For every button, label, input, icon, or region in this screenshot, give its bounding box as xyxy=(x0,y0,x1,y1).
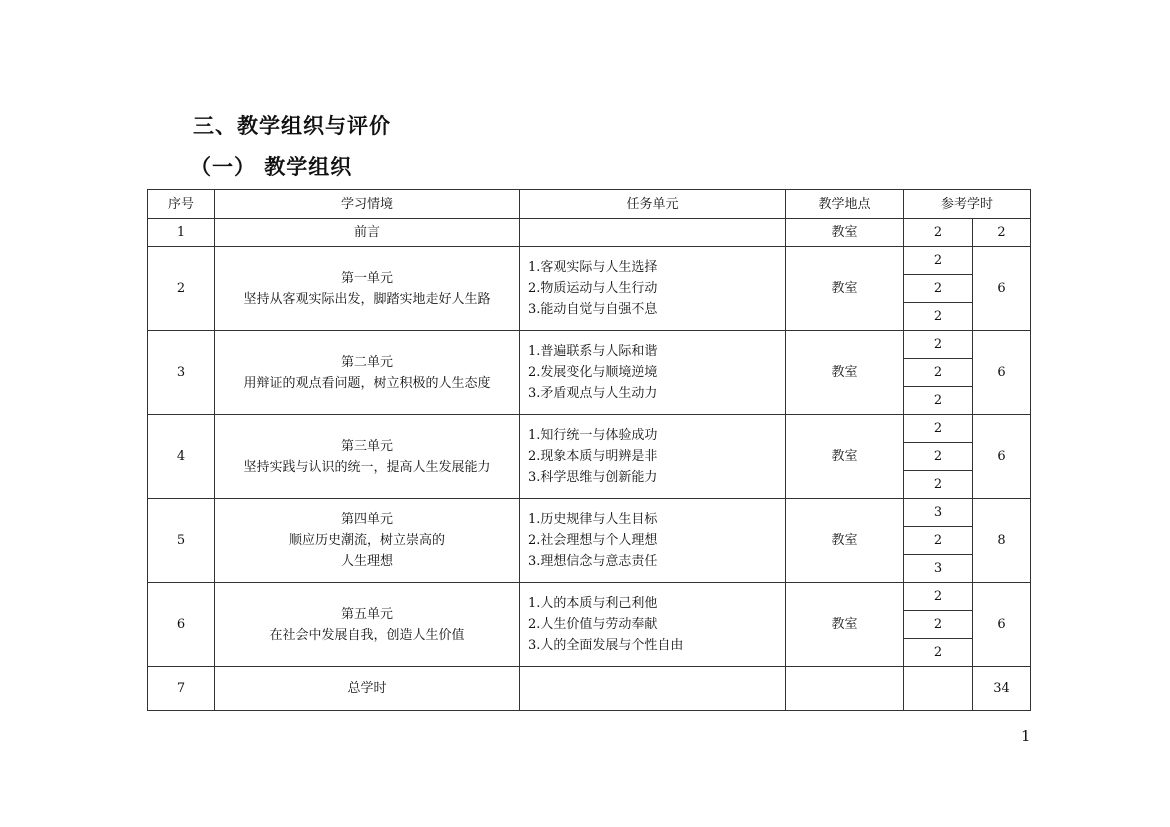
section-title: 三、教学组织与评价 xyxy=(193,114,391,138)
situation-line: 在社会中发展自我，创造人生价值 xyxy=(269,627,465,643)
table-row xyxy=(148,219,1031,247)
cell-tasks xyxy=(520,331,786,415)
cell-location: 教室 xyxy=(786,247,904,331)
cell-sub-hours: 2 xyxy=(904,471,973,499)
cell-sub-hours: 2 xyxy=(904,275,973,303)
situation-line: 坚持实践与认识的统一，提高人生发展能力 xyxy=(243,459,491,475)
task-line: 3.科学思维与创新能力 xyxy=(528,470,658,485)
situation-line: 总学时 xyxy=(347,681,387,696)
cell-situation xyxy=(215,247,520,331)
cell-no: 3 xyxy=(148,331,215,415)
cell-sub-hours: 2 xyxy=(904,639,973,667)
cell-sub-hours: 2 xyxy=(904,331,973,359)
table-row xyxy=(148,667,1031,711)
cell-tasks xyxy=(520,415,786,499)
situation-line: 第一单元 xyxy=(340,270,393,286)
header-tasks: 任务单元 xyxy=(520,190,786,219)
table-row xyxy=(148,499,1031,527)
task-line: 1.知行统一与体验成功 xyxy=(528,428,658,443)
situation-line: 第五单元 xyxy=(340,606,393,622)
cell-total-hours: 8 xyxy=(973,499,1031,583)
cell-situation xyxy=(215,415,520,499)
table-row xyxy=(148,583,1031,611)
table-row xyxy=(148,247,1031,275)
cell-location xyxy=(786,667,904,711)
table-header-row xyxy=(148,190,1031,219)
task-line: 2.社会理想与个人理想 xyxy=(528,533,658,548)
cell-location: 教室 xyxy=(786,583,904,667)
task-line: 1.普遍联系与人际和谐 xyxy=(528,344,658,359)
cell-situation xyxy=(215,583,520,667)
situation-line: 顺应历史潮流，树立崇高的 xyxy=(288,533,445,548)
cell-tasks xyxy=(520,499,786,583)
task-line: 1.人的本质与利己利他 xyxy=(528,596,658,611)
cell-location: 教室 xyxy=(786,499,904,583)
cell-sub-hours: 2 xyxy=(904,415,973,443)
cell-tasks xyxy=(520,247,786,331)
cell-sub-hours: 3 xyxy=(904,499,973,527)
cell-no: 5 xyxy=(148,499,215,583)
teaching-organization-table xyxy=(147,189,1031,711)
table-row xyxy=(148,331,1031,359)
subsection-title: （一） 教学组织 xyxy=(190,155,353,179)
cell-situation xyxy=(215,219,520,247)
task-line: 2.人生价值与劳动奉献 xyxy=(528,617,658,632)
cell-location: 教室 xyxy=(786,219,904,247)
cell-total-hours: 6 xyxy=(973,247,1031,331)
situation-line: 前言 xyxy=(353,225,380,240)
cell-sub-hours: 2 xyxy=(904,527,973,555)
cell-tasks xyxy=(520,219,786,247)
cell-sub-hours: 2 xyxy=(904,611,973,639)
situation-line: 第四单元 xyxy=(340,512,393,527)
situation-line: 第二单元 xyxy=(340,354,393,370)
cell-no: 2 xyxy=(148,247,215,331)
cell-total-hours: 34 xyxy=(973,667,1031,711)
task-line: 2.发展变化与顺境逆境 xyxy=(528,365,658,380)
cell-location: 教室 xyxy=(786,331,904,415)
situation-line: 用辩证的观点看问题，树立积极的人生态度 xyxy=(243,375,491,391)
task-line: 2.物质运动与人生行动 xyxy=(528,281,658,296)
cell-tasks xyxy=(520,667,786,711)
cell-no: 4 xyxy=(148,415,215,499)
cell-situation xyxy=(215,499,520,583)
table-row xyxy=(148,415,1031,443)
cell-sub-hours: 2 xyxy=(904,387,973,415)
cell-total-hours: 6 xyxy=(973,331,1031,415)
header-situation: 学习情境 xyxy=(215,190,520,219)
cell-sub-hours: 3 xyxy=(904,555,973,583)
cell-total-hours: 2 xyxy=(973,219,1031,247)
situation-line: 人生理想 xyxy=(340,554,393,569)
task-line: 1.历史规律与人生目标 xyxy=(528,512,658,527)
header-hours: 参考学时 xyxy=(904,190,1031,219)
cell-sub-hours: 2 xyxy=(904,359,973,387)
cell-sub-hours: 2 xyxy=(904,219,973,247)
task-line: 1.客观实际与人生选择 xyxy=(528,260,658,275)
header-no: 序号 xyxy=(148,190,215,219)
task-line: 3.矛盾观点与人生动力 xyxy=(528,386,658,401)
cell-situation xyxy=(215,667,520,711)
header-location: 教学地点 xyxy=(786,190,904,219)
situation-line: 第三单元 xyxy=(340,438,393,454)
cell-no: 7 xyxy=(148,667,215,711)
cell-tasks xyxy=(520,583,786,667)
cell-sub-hours: 2 xyxy=(904,443,973,471)
page-number: 1 xyxy=(1021,727,1031,745)
cell-no: 6 xyxy=(148,583,215,667)
task-line: 2.现象本质与明辨是非 xyxy=(528,449,658,464)
cell-sub-hours: 2 xyxy=(904,247,973,275)
cell-total-hours: 6 xyxy=(973,583,1031,667)
cell-location: 教室 xyxy=(786,415,904,499)
task-line: 3.人的全面发展与个性自由 xyxy=(528,638,684,653)
cell-sub-hours: 2 xyxy=(904,303,973,331)
cell-situation xyxy=(215,331,520,415)
cell-no: 1 xyxy=(148,219,215,247)
cell-sub-hours: 2 xyxy=(904,583,973,611)
task-line: 3.能动自觉与自强不息 xyxy=(528,302,658,317)
situation-line: 坚持从客观实际出发，脚踏实地走好人生路 xyxy=(243,291,491,307)
cell-total-hours: 6 xyxy=(973,415,1031,499)
cell-sub-hours xyxy=(904,667,973,711)
task-line: 3.理想信念与意志责任 xyxy=(528,554,658,569)
